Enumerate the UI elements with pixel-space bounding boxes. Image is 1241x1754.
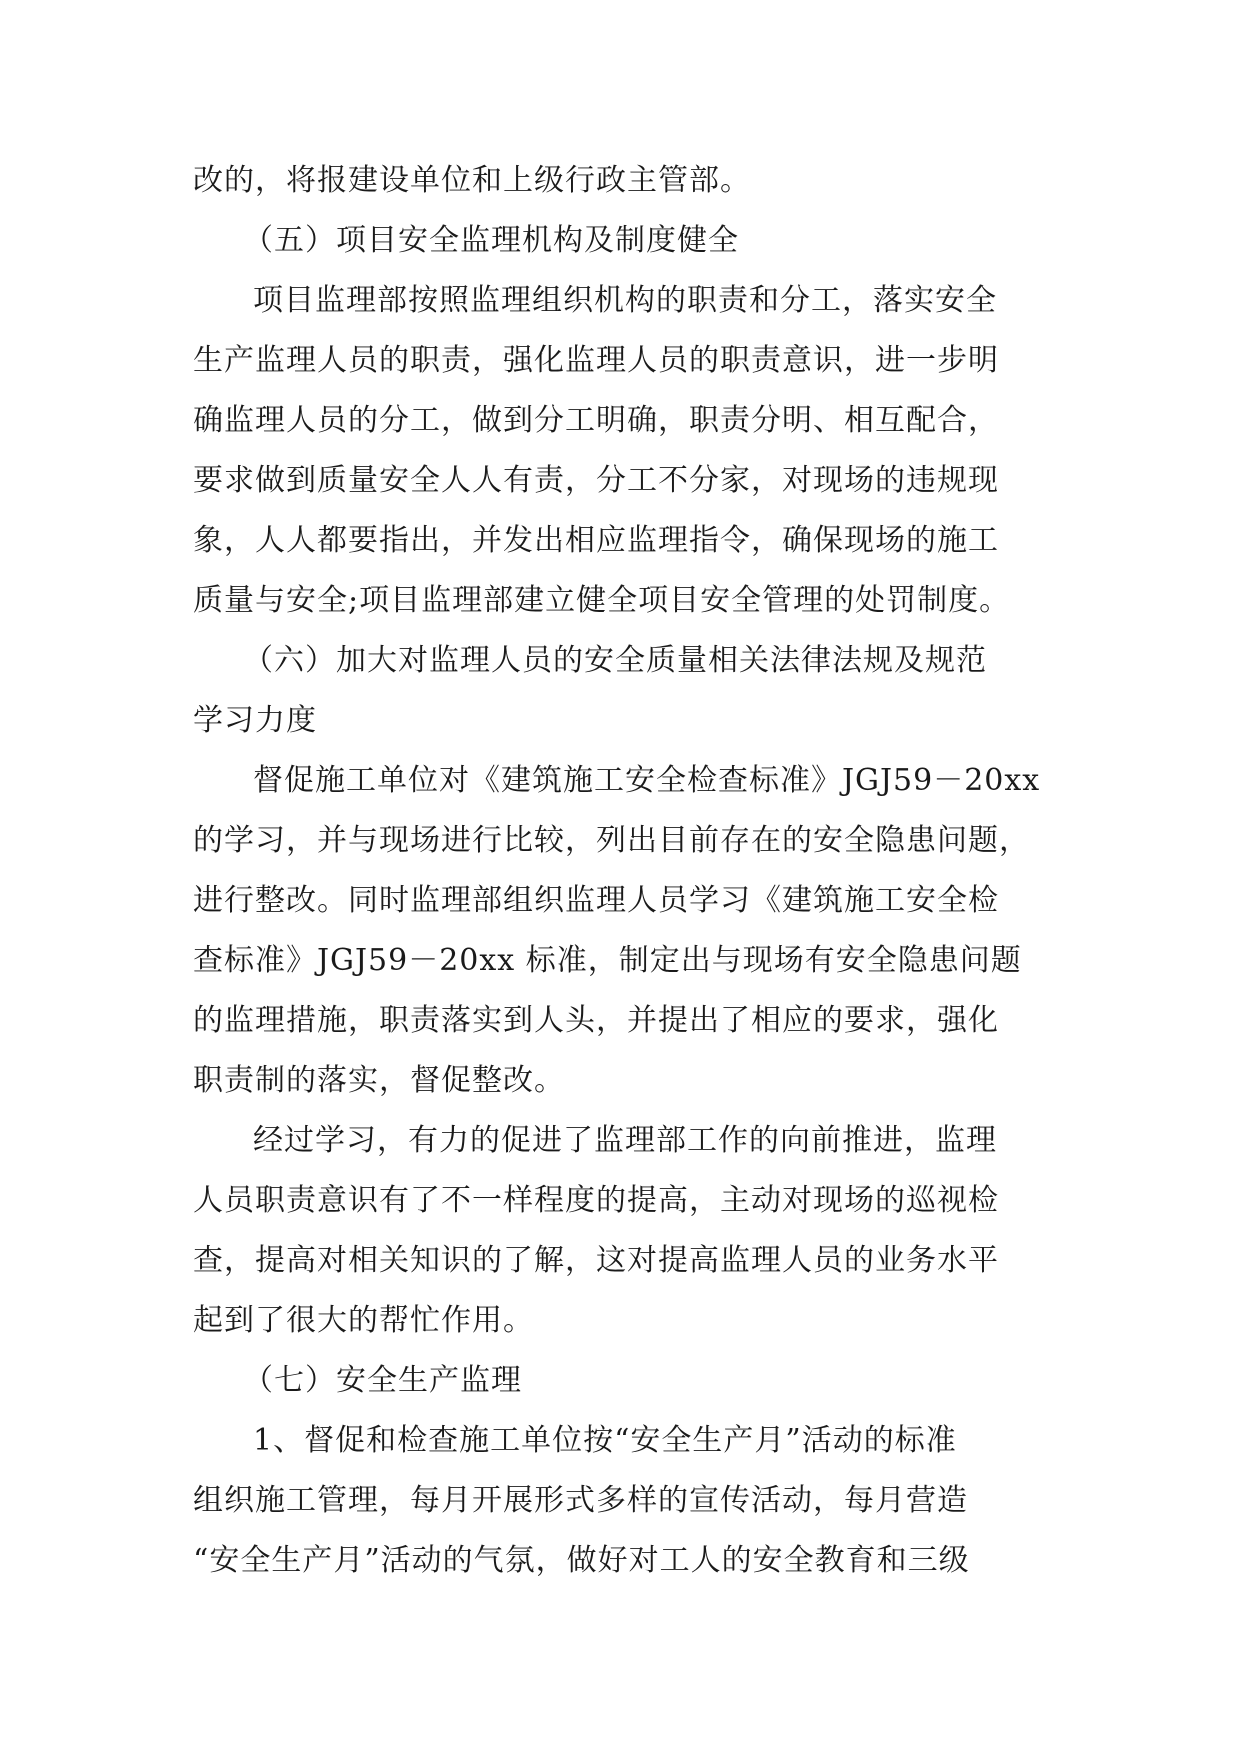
section-heading: （五）项目安全监理机构及制度健全 (243, 223, 739, 258)
text-line: 人员职责意识有了不一样程度的提高，主动对现场的巡视检 (193, 1183, 999, 1218)
section-heading: （六）加大对监理人员的安全质量相关法律法规及规范 (243, 643, 987, 678)
text-line: 生产监理人员的职责，强化监理人员的职责意识，进一步明 (193, 343, 999, 378)
paragraph-first-line: 1、督促和检查施工单位按“安全生产月”活动的标准 (253, 1423, 957, 1458)
text-line: 的学习，并与现场进行比较，列出目前存在的安全隐患问题， (193, 823, 1030, 858)
section-heading-continued: 学习力度 (193, 703, 317, 738)
text-line: “安全生产月”活动的气氛，做好对工人的安全教育和三级 (193, 1543, 970, 1578)
text-line: 的监理措施，职责落实到人头，并提出了相应的要求，强化 (193, 1003, 999, 1038)
paragraph-first-line: 督促施工单位对《建筑施工安全检查标准》JGJ59－20xx (253, 763, 1041, 798)
text-line: 要求做到质量安全人人有责，分工不分家，对现场的违规现 (193, 463, 999, 498)
text-line: 质量与安全;项目监理部建立健全项目安全管理的处罚制度。 (193, 583, 1011, 618)
text-line: 进行整改。同时监理部组织监理人员学习《建筑施工安全检 (193, 883, 999, 918)
text-line: 查标准》JGJ59－20xx 标准，制定出与现场有安全隐患问题 (193, 943, 1022, 978)
text-line: 组织施工管理，每月开展形式多样的宣传活动，每月营造 (193, 1483, 968, 1518)
text-line: 改的，将报建设单位和上级行政主管部。 (193, 163, 751, 198)
text-line: 起到了很大的帮忙作用。 (193, 1303, 534, 1338)
text-line: 查，提高对相关知识的了解，这对提高监理人员的业务水平 (193, 1243, 999, 1278)
text-line: 确监理人员的分工，做到分工明确，职责分明、相互配合， (193, 403, 999, 438)
paragraph-first-line: 经过学习，有力的促进了监理部工作的向前推进，监理 (253, 1123, 997, 1158)
text-line: 象，人人都要指出，并发出相应监理指令，确保现场的施工 (193, 523, 999, 558)
text-line: 职责制的落实，督促整改。 (193, 1063, 565, 1098)
paragraph-first-line: 项目监理部按照监理组织机构的职责和分工，落实安全 (253, 283, 997, 318)
section-heading: （七）安全生产监理 (243, 1363, 522, 1398)
